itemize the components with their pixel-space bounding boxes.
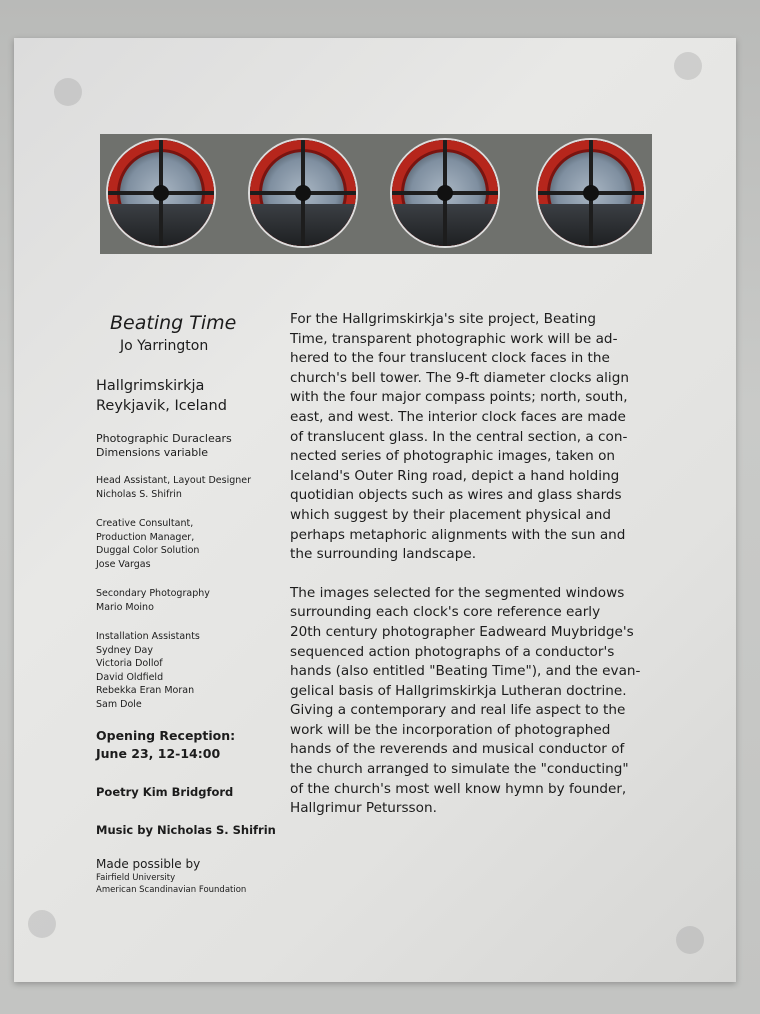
tape-mark [674, 52, 702, 80]
medium: Photographic Duraclears Dimensions variable [96, 432, 232, 459]
artist-name: Jo Yarrington [120, 338, 209, 354]
clock-face-image [108, 140, 214, 246]
clock-face-image [392, 140, 498, 246]
credit-block: Head Assistant, Layout Designer Nicholas S. Shifrin [96, 475, 252, 500]
credit-block: Creative Consultant, Production Manager, Duggal Color Solution Jose Vargas [96, 518, 200, 570]
credits-column [96, 312, 286, 896]
exhibit-title: Beating Time [110, 312, 237, 334]
poetry-credit: Poetry Kim Bridgford [96, 785, 234, 799]
tape-mark [54, 78, 82, 106]
clock-face-image [538, 140, 644, 246]
credit-block: Installation Assistants Sydney Day Victoria Dollof David Oldfield Rebekka Eran Moran Sam Dole [96, 631, 200, 710]
clock-photo-banner [100, 134, 652, 254]
location: Hallgrimskirkja Reykjavik, Iceland [96, 378, 227, 414]
sponsors: Made possible by Fairfield University American Scandinavian Foundation [96, 857, 247, 895]
tape-mark [28, 910, 56, 938]
tape-mark [676, 926, 704, 954]
description-paragraph-1: For the Hallgrimskirkja's site project, Beating Time, transparent photographic work will be ad- hered to the four translucent clock faces in the church's bell tower. The 9-ft diameter clocks align with the four major compass points; north, south, east, and west. The interior clock faces are made of translucent glass. In the central section, a con- nected series of photographic images, taken on Iceland's Outer Ring road, depict a hand holding quotidian objects such as wires and glass shards which suggest by their placement physical and perhaps metaphoric alignments with the sun and the surrounding landscape. [290, 311, 629, 563]
description-column [290, 310, 644, 838]
music-credit: Music by Nicholas S. Shifrin [96, 823, 276, 837]
opening-reception: Opening Reception: June 23, 12-14:00 [96, 728, 236, 761]
description-paragraph-2: The images selected for the segmented windows surrounding each clock's core reference early 20th century photographer Eadweard Muybridge's sequenced action photographs of a conductor's hands (also entitled "Beating Time"), and the evan- gelical basis of Hallgrimskirkja Lutheran doctrine. Giving a contemporary and real life aspect to the work will be the incorporation of photographed hands of the reverends and musical conductor of the church arranged to simulate the "conducting" of the church's most well know hymn by founder, Hallgrimur Petursson. [290, 584, 641, 817]
credit-block: Secondary Photography Mario Moino [96, 588, 210, 613]
clock-face-image [250, 140, 356, 246]
